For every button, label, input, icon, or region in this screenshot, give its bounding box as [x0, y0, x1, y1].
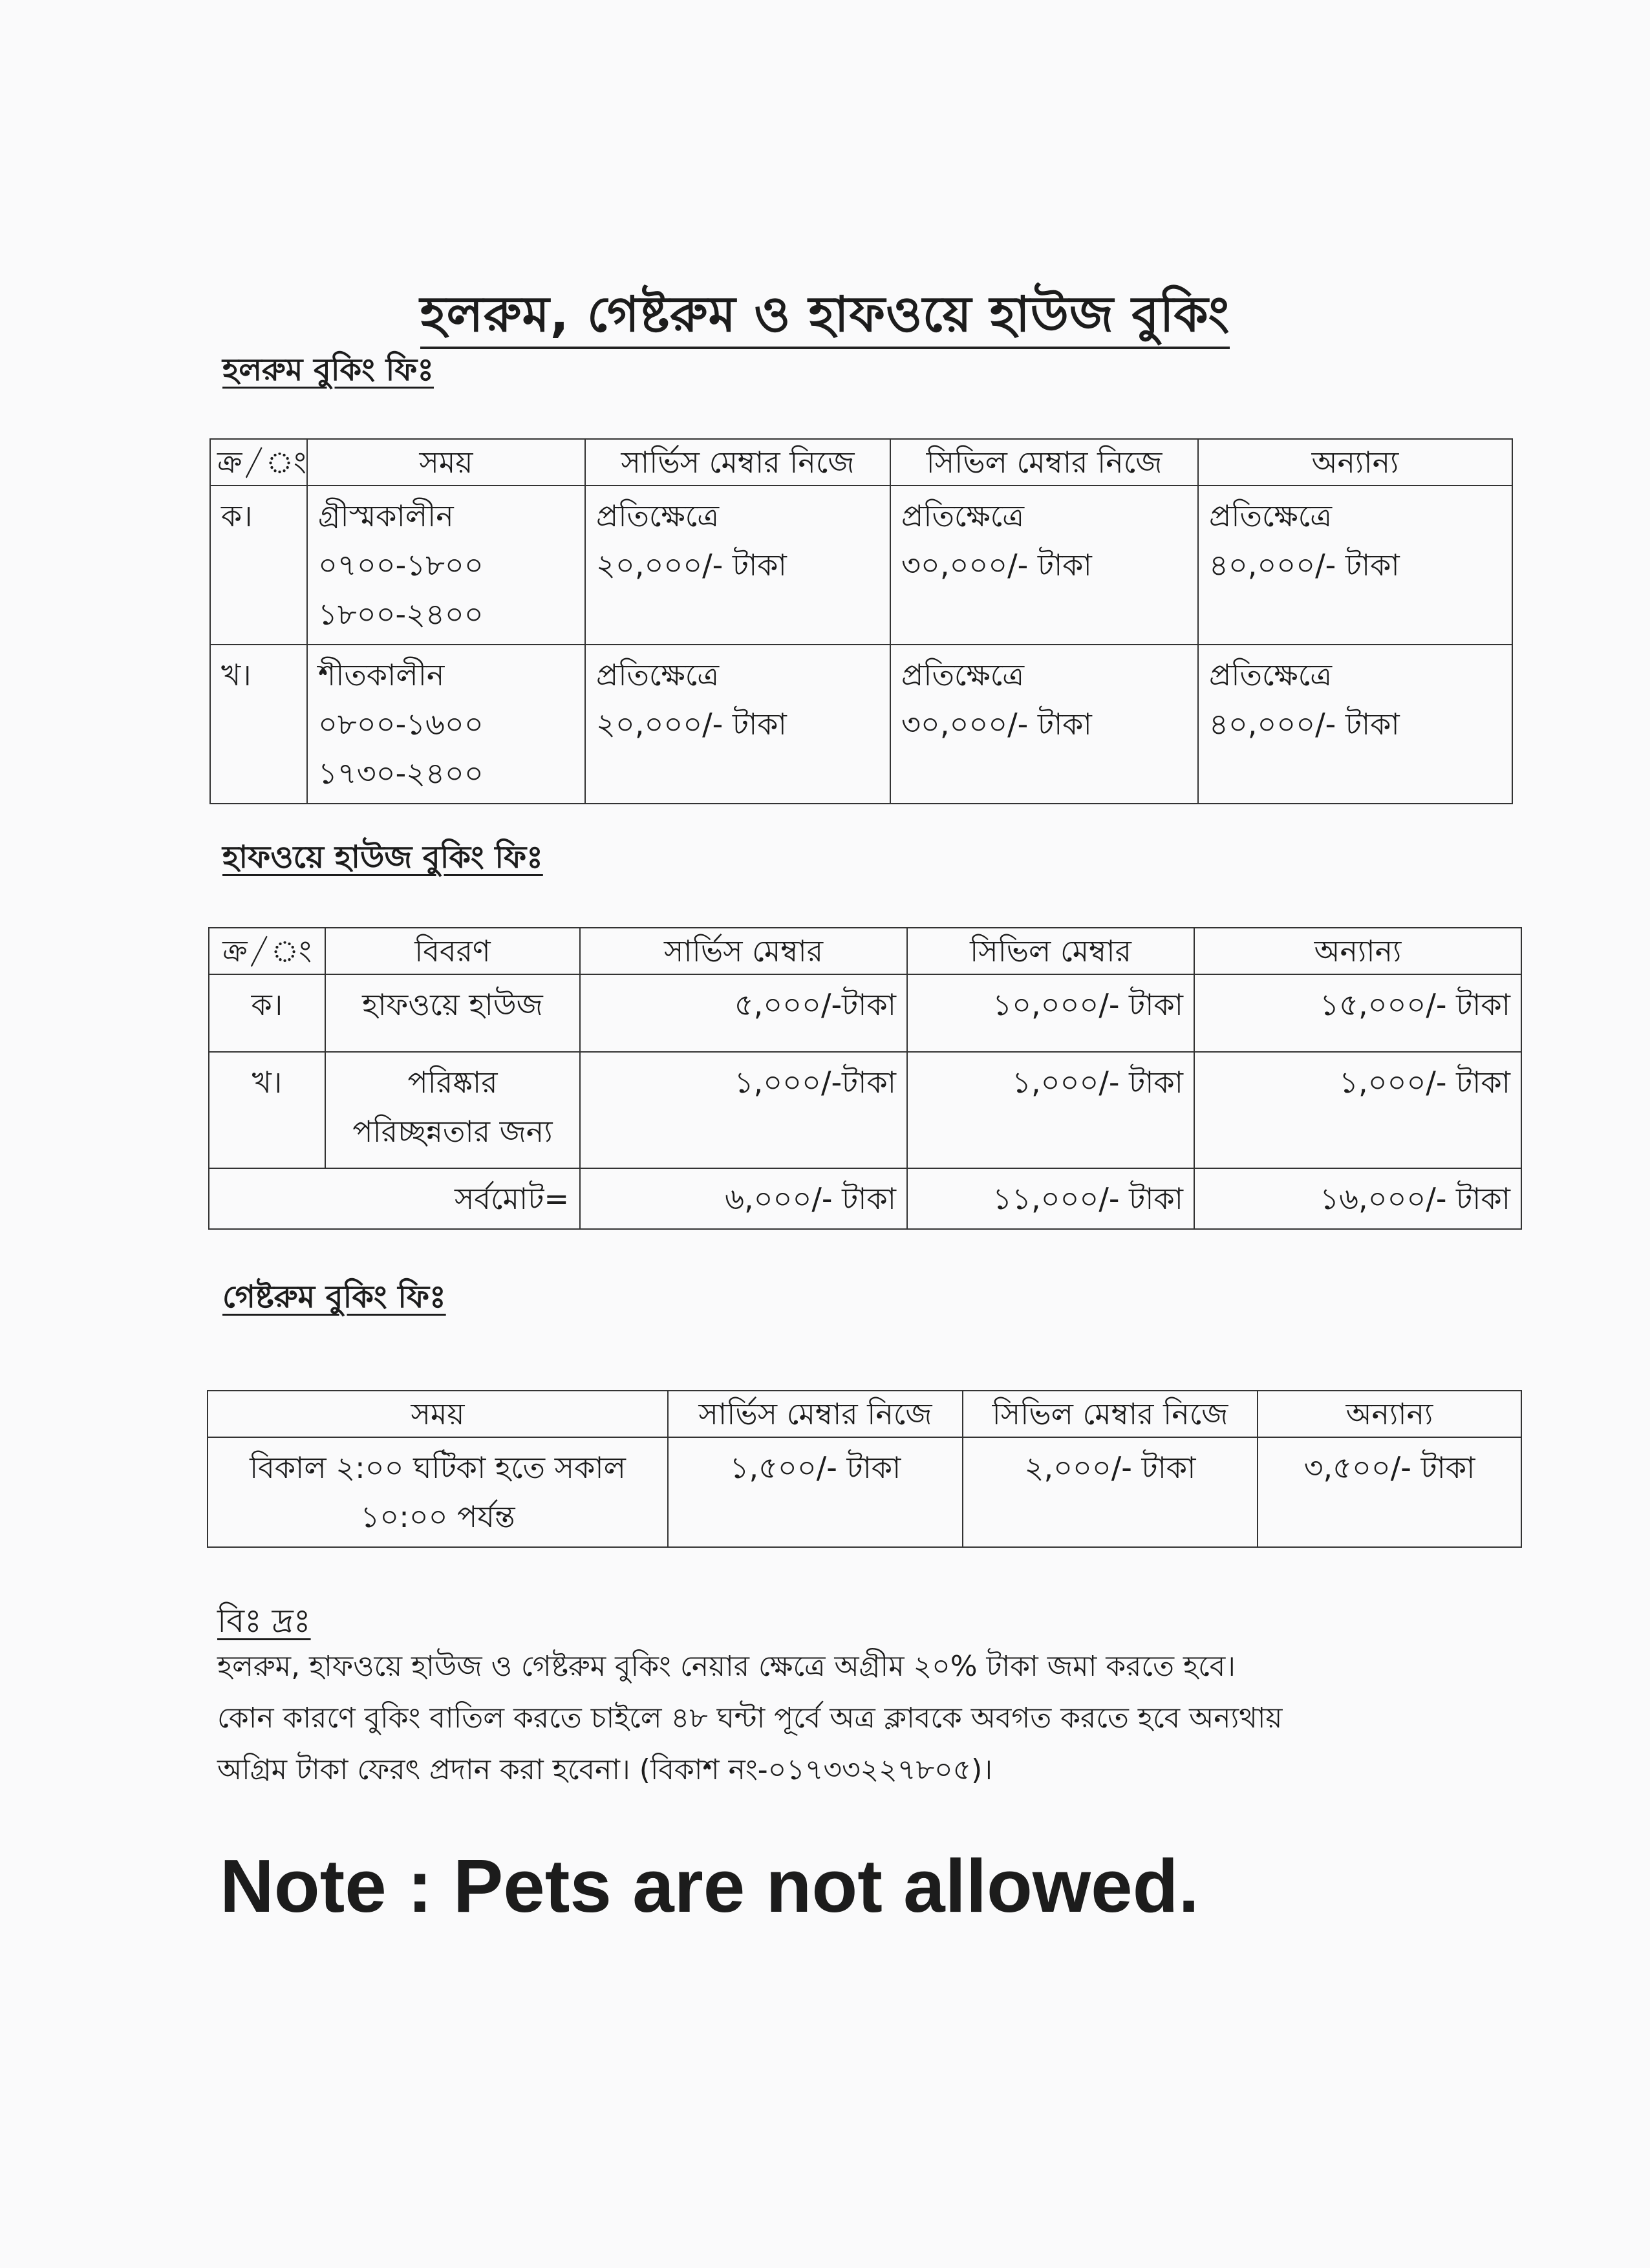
column-header-time: সময়: [307, 439, 585, 486]
table-row: [208, 1437, 1521, 1547]
table-row: [210, 486, 1512, 645]
fee-cell: [1198, 486, 1512, 645]
fee-cell: [585, 645, 890, 804]
time-slot: ১৮০০-২৪০০: [318, 597, 484, 632]
fee-cell: [1198, 645, 1512, 804]
page-title-text: হলরুম, গেষ্টরুম ও হাফওয়ে হাউজ বুকিং: [420, 285, 1230, 349]
fee-label: প্রতিক্ষেত্রে: [596, 498, 720, 533]
description-line: পরিচ্ছন্নতার জন্য: [352, 1114, 553, 1149]
halfway-house-heading: হাফওয়ে হাউজ বুকিং ফিঃ: [222, 839, 543, 875]
column-header-others: অন্যান্য: [1198, 439, 1512, 486]
column-header-serial: ক্র/ং: [209, 928, 325, 974]
note-line: অগ্রিম টাকা ফেরৎ প্রদান করা হবেনা। (বিকাশ নং-০১৭৩৩২২৭৮০৫)।: [217, 1753, 993, 1786]
table-row: [209, 1052, 1521, 1168]
total-cell: ১৬,০০০/- টাকা: [1194, 1168, 1521, 1229]
fee-cell: ১,৫০০/- টাকা: [668, 1437, 963, 1547]
table-header-row: [210, 439, 1512, 486]
fee-cell: ৫,০০০/-টাকা: [580, 974, 907, 1052]
hallroom-fee-table: [209, 438, 1513, 804]
fee-label: প্রতিক্ষেত্রে: [901, 498, 1025, 533]
table-row: [210, 645, 1512, 804]
total-cell: ৬,০০০/- টাকা: [580, 1168, 907, 1229]
fee-amount: ৪০,০০০/- টাকা: [1209, 707, 1400, 742]
fee-label: প্রতিক্ষেত্রে: [901, 658, 1025, 692]
table-header-row: [208, 1391, 1521, 1437]
pets-note: Note : Pets are not allowed.: [220, 1844, 1199, 1928]
fee-cell: ১,০০০/- টাকা: [1194, 1052, 1521, 1168]
time-cell: [208, 1437, 668, 1547]
fee-cell: [890, 486, 1198, 645]
total-row: [209, 1168, 1521, 1229]
serial-cell: খ।: [210, 645, 307, 804]
note-line: হলরুম, হাফওয়ে হাউজ ও গেষ্টরুম বুকিং নেয়ার ক্ষেত্রে অগ্রীম ২০% টাকা জমা করতে হবে।: [217, 1650, 1236, 1683]
fee-cell: ২,০০০/- টাকা: [963, 1437, 1258, 1547]
serial-cell: খ।: [209, 1052, 325, 1168]
total-cell: ১১,০০০/- টাকা: [907, 1168, 1194, 1229]
fee-cell: ১৫,০০০/- টাকা: [1194, 974, 1521, 1052]
time-line: বিকাল ২:০০ ঘটিকা হতে সকাল: [250, 1450, 626, 1485]
fee-cell: [890, 645, 1198, 804]
time-line: ১০:০০ পর্যন্ত: [360, 1499, 515, 1534]
season-label: গ্রীস্মকালীন: [318, 498, 454, 533]
time-cell: [307, 645, 585, 804]
hallroom-heading: হলরুম বুকিং ফিঃ: [222, 352, 434, 388]
note-title: বিঃ দ্রঃ: [217, 1602, 311, 1640]
column-header-time: সময়: [208, 1391, 668, 1437]
fee-amount: ৪০,০০০/- টাকা: [1209, 548, 1400, 583]
description-line: হাফওয়ে হাউজ: [362, 987, 543, 1022]
fee-amount: ৩০,০০০/- টাকা: [901, 548, 1092, 583]
fee-cell: ১,০০০/-টাকা: [580, 1052, 907, 1168]
fee-cell: ১০,০০০/- টাকা: [907, 974, 1194, 1052]
halfway-house-fee-table: [208, 927, 1522, 1230]
season-label: শীতকালীন: [318, 658, 445, 692]
column-header-service-member: সার্ভিস মেম্বার: [580, 928, 907, 974]
serial-cell: ক।: [210, 486, 307, 645]
column-header-service-member: সার্ভিস মেম্বার নিজে: [668, 1391, 963, 1437]
column-header-others: অন্যান্য: [1258, 1391, 1521, 1437]
fee-amount: ৩০,০০০/- টাকা: [901, 707, 1092, 742]
time-slot: ০৮০০-১৬০০: [318, 707, 484, 742]
fee-amount: ২০,০০০/- টাকা: [596, 548, 787, 583]
column-header-others: অন্যান্য: [1194, 928, 1521, 974]
fee-label: প্রতিক্ষেত্রে: [1209, 658, 1333, 692]
fee-label: প্রতিক্ষেত্রে: [596, 658, 720, 692]
table-row: [209, 974, 1521, 1052]
total-label: সর্বমোট=: [209, 1168, 580, 1229]
description-line: পরিষ্কার: [407, 1065, 498, 1100]
time-slot: ১৭৩০-২৪০০: [318, 756, 484, 791]
guestroom-fee-table: [207, 1390, 1522, 1548]
description-cell: [325, 974, 580, 1052]
fee-label: প্রতিক্ষেত্রে: [1209, 498, 1333, 533]
column-header-civil-member: সিভিল মেম্বার নিজে: [890, 439, 1198, 486]
time-slot: ০৭০০-১৮০০: [318, 548, 484, 583]
column-header-civil-member: সিভিল মেম্বার: [907, 928, 1194, 974]
column-header-service-member: সার্ভিস মেম্বার নিজে: [585, 439, 890, 486]
column-header-serial: ক্র/ং: [210, 439, 307, 486]
fee-cell: ১,০০০/- টাকা: [907, 1052, 1194, 1168]
serial-cell: ক।: [209, 974, 325, 1052]
note-line: কোন কারণে বুকিং বাতিল করতে চাইলে ৪৮ ঘন্টা পূর্বে অত্র ক্লাবকে অবগত করতে হবে অন্যথায়: [217, 1702, 1283, 1735]
fee-amount: ২০,০০০/- টাকা: [596, 707, 787, 742]
note-body: [217, 1641, 1459, 1796]
description-cell: [325, 1052, 580, 1168]
guestroom-heading: গেষ্টরুম বুকিং ফিঃ: [222, 1279, 446, 1315]
column-header-description: বিবরণ: [325, 928, 580, 974]
fee-cell: [585, 486, 890, 645]
time-cell: [307, 486, 585, 645]
table-header-row: [209, 928, 1521, 974]
fee-cell: ৩,৫০০/- টাকা: [1258, 1437, 1521, 1547]
column-header-civil-member: সিভিল মেম্বার নিজে: [963, 1391, 1258, 1437]
